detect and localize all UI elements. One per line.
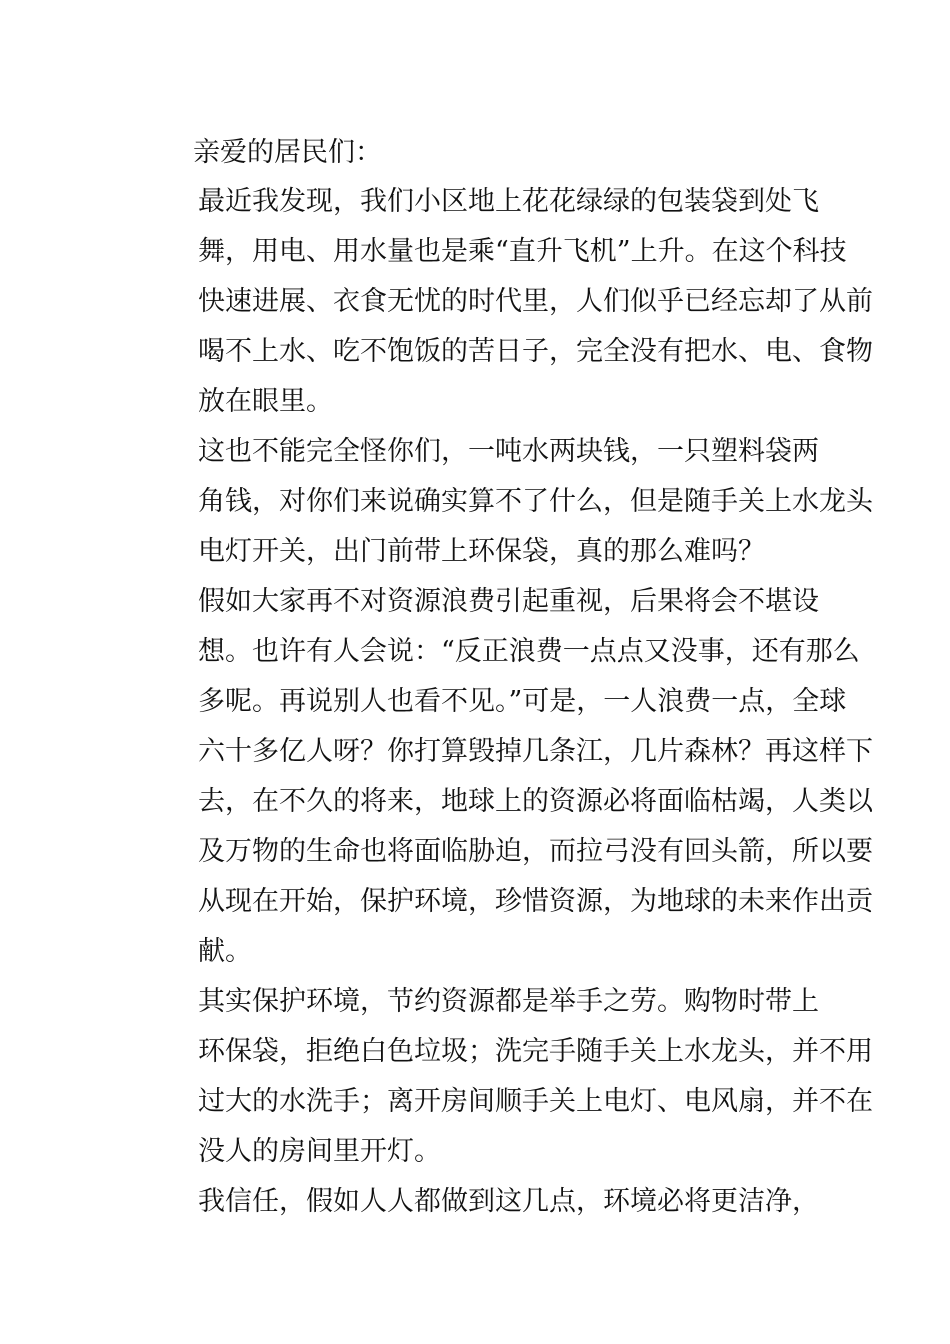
paragraph-2 (144, 427, 873, 577)
text-line: 过大的水洗手；离开房间顺手关上电灯、电风扇，并不在 (198, 1086, 873, 1117)
letter-body (144, 177, 873, 1227)
paragraph-4 (144, 977, 873, 1177)
text-line: 去，在不久的将来，地球上的资源必将面临枯竭，人类以 (198, 786, 873, 817)
text-line: 想。也许有人会说：“反正浪费一点点又没事，还有那么 (198, 636, 860, 667)
text-line: 其实保护环境，节约资源都是举手之劳。购物时带上 (198, 986, 819, 1017)
text-line: 喝不上水、吃不饱饭的苦日子，完全没有把水、电、食物 (198, 336, 873, 367)
text-line: 这也不能完全怪你们，一吨水两块钱，一只塑料袋两 (198, 436, 819, 467)
text-line: 最近我发现，我们小区地上花花绿绿的包装袋到处飞 (198, 186, 819, 217)
text-line: 献。 (198, 936, 252, 967)
greeting-line: 亲爱的居民们： (193, 137, 382, 168)
text-line: 六十多亿人呀？你打算毁掉几条江，几片森林？再这样下 (198, 736, 873, 767)
text-line: 我信任，假如人人都做到这几点，环境必将更洁净， (198, 1186, 819, 1217)
text-line: 快速进展、衣食无忧的时代里，人们似乎已经忘却了从前 (198, 286, 873, 317)
text-line: 多呢。再说别人也看不见。”可是，一人浪费一点，全球 (198, 686, 847, 717)
text-line: 放在眼里。 (198, 386, 333, 417)
text-line: 没人的房间里开灯。 (198, 1136, 441, 1167)
text-line: 假如大家再不对资源浪费引起重视，后果将会不堪设 (198, 586, 819, 617)
text-line: 角钱，对你们来说确实算不了什么，但是随手关上水龙头 (198, 486, 873, 517)
text-line: 从现在开始，保护环境，珍惜资源，为地球的未来作出贡 (198, 886, 873, 917)
text-line: 电灯开关，出门前带上环保袋，真的那么难吗？ (198, 536, 765, 567)
paragraph-3 (144, 577, 873, 977)
paragraph-5 (144, 1177, 819, 1227)
text-line: 环保袋，拒绝白色垃圾；洗完手随手关上水龙头，并不用 (198, 1036, 873, 1067)
paragraph-1 (144, 177, 873, 427)
text-line: 及万物的生命也将面临胁迫，而拉弓没有回头箭，所以要 (198, 836, 873, 867)
text-line: 舞，用电、用水量也是乘“直升飞机”上升。在这个科技 (198, 236, 847, 267)
